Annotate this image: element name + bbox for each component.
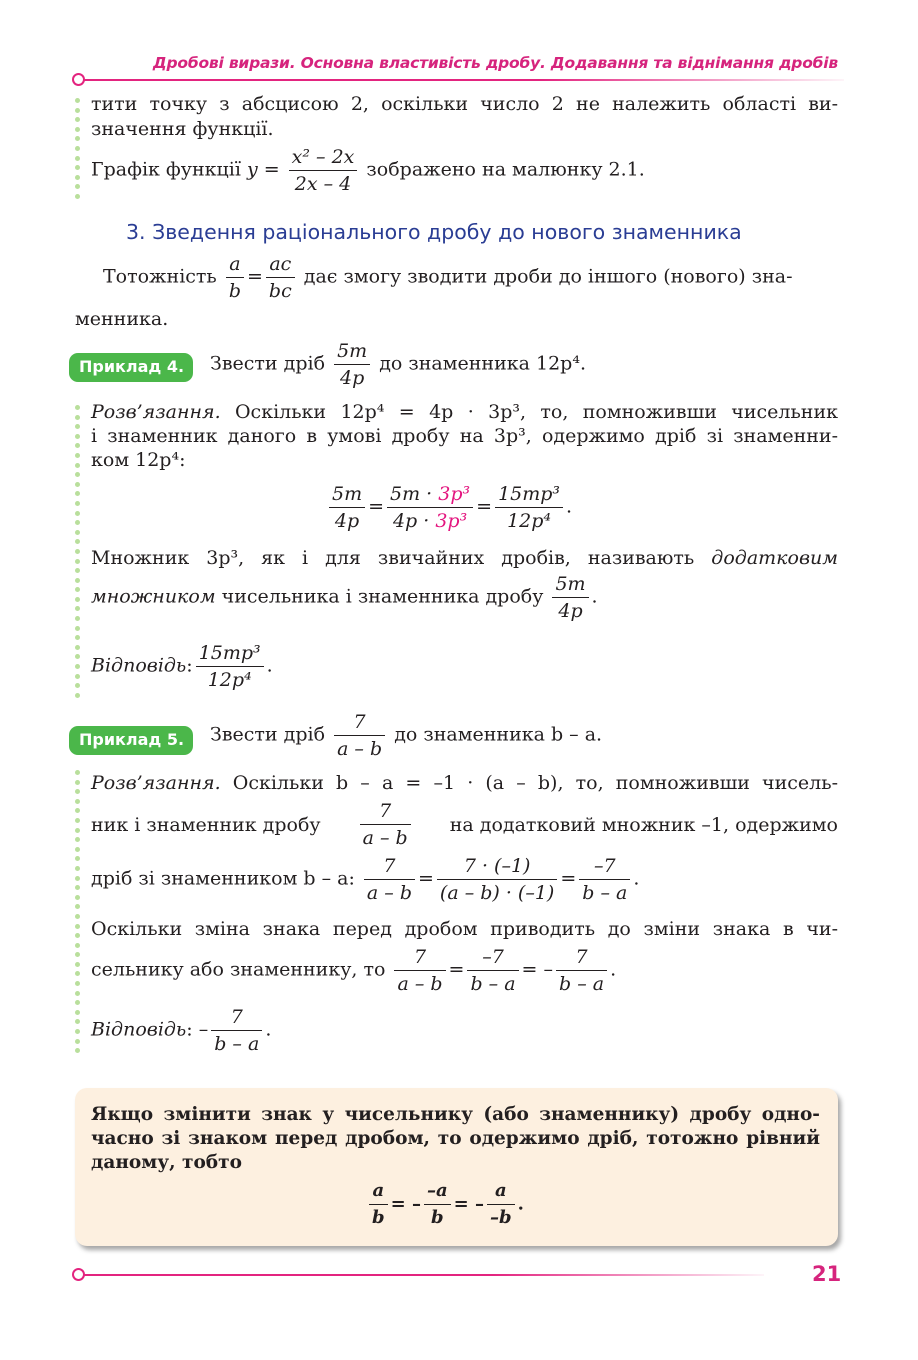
text-line: Оскільки зміна знака перед дробом приводить до зміни знака в чи- [91,918,838,940]
solution-line: Розв’язання. Оскільки 12p⁴ = 4p · 3p³, то, помноживши чисельник [91,401,838,423]
example-task: Звести дріб $\frac{5m}{4p}$ до знаменника 12p⁴. [210,340,587,389]
fraction: $\frac{\text{x² – 2x}}{2x - 4}$ [289,146,358,195]
example-badge: Приклад 5. [69,726,193,755]
page-number: 21 [812,1262,842,1286]
solution-line: ком 12p⁴: [91,449,186,471]
section-heading: 3. Зведення раціонального дробу до нового знаменника [126,220,742,244]
solution-line: дріб зі знаменником b – a: $\frac{7}{a - b}$ = $\frac{7 \cdot (-1)}{(a - b) \cdot (-1)}$ = $\frac{-7}{b - a}$ . [91,855,640,904]
margin-dots [75,405,81,702]
example-task: Звести дріб $\frac{7}{a - b}$ до знаменника b – a. [210,711,603,760]
example-badge: Приклад 4. [69,353,193,382]
margin-dots [75,98,81,204]
graph-sentence: Графік функції y = $\frac{\text{x² – 2x}}{2x - 4}$ зображено на малюнку 2.1. [91,146,645,195]
text-line: Множник 3p³, як і для звичайних дробів, називають додатковим [91,547,838,569]
footer-divider [84,1274,764,1276]
running-title: Дробові вирази. Основна властивість дробу. Додавання та віднімання дробів [152,54,838,72]
header-divider [84,79,844,81]
answer: Відповідь: $\frac{\text{15mp³}}{\text{12p⁴}}$ . [91,642,273,691]
answer: Відповідь: – $\frac{7}{b - a}$ . [91,1006,272,1055]
rule-text: Якщо змінити знак у чисельнику (або знаменнику) дробу одно- [91,1104,820,1125]
solution-line: ник і знаменник дробу $\frac{7}{a - b}$ на додатковий множник –1, одержимо [91,800,838,849]
rule-text: часно зі знаком перед дробом, то одержимо дріб, тотожно рівний [91,1128,820,1149]
solution-line: Розв’язання. Оскільки b – a = –1 · (a – b), то, помноживши чисель- [91,772,838,794]
identity-sentence: Тотожність $\frac{a}{b}$ = $\frac{ac}{bc}$ дає змогу зводити дроби до іншого (нового) зна- [103,253,793,302]
margin-dots [75,770,81,1058]
text-line: значення функції. [91,118,274,140]
solution-line: і знаменник даного в умові дробу на 3p³, одержимо дріб зі знаменни- [91,425,838,447]
equation: $\frac{5m}{4p}$ = $\frac{\text{5m · 3p³}}{\text{4p · 3p³}}$ = $\frac{\text{15mp³}}{\text{12p⁴}}$ . [326,483,572,532]
rule-text: даному, тобто [91,1152,242,1173]
text-line: тити точку з абсцисою 2, оскільки число 2 не належить області ви- [91,93,838,115]
rule-formula: $\frac{a}{b}$ = – $\frac{-a}{b}$ = – $\frac{a}{-b}$ . [366,1180,524,1229]
text-line: сельнику або знаменнику, то $\frac{7}{a - b}$ = $\frac{-7}{b - a}$ = – $\frac{7}{b - a}$ . [91,946,617,995]
text-line: множником чисельника і знаменника дробу $\frac{5m}{4p}$ . [91,573,598,622]
text-line: менника. [75,308,169,330]
